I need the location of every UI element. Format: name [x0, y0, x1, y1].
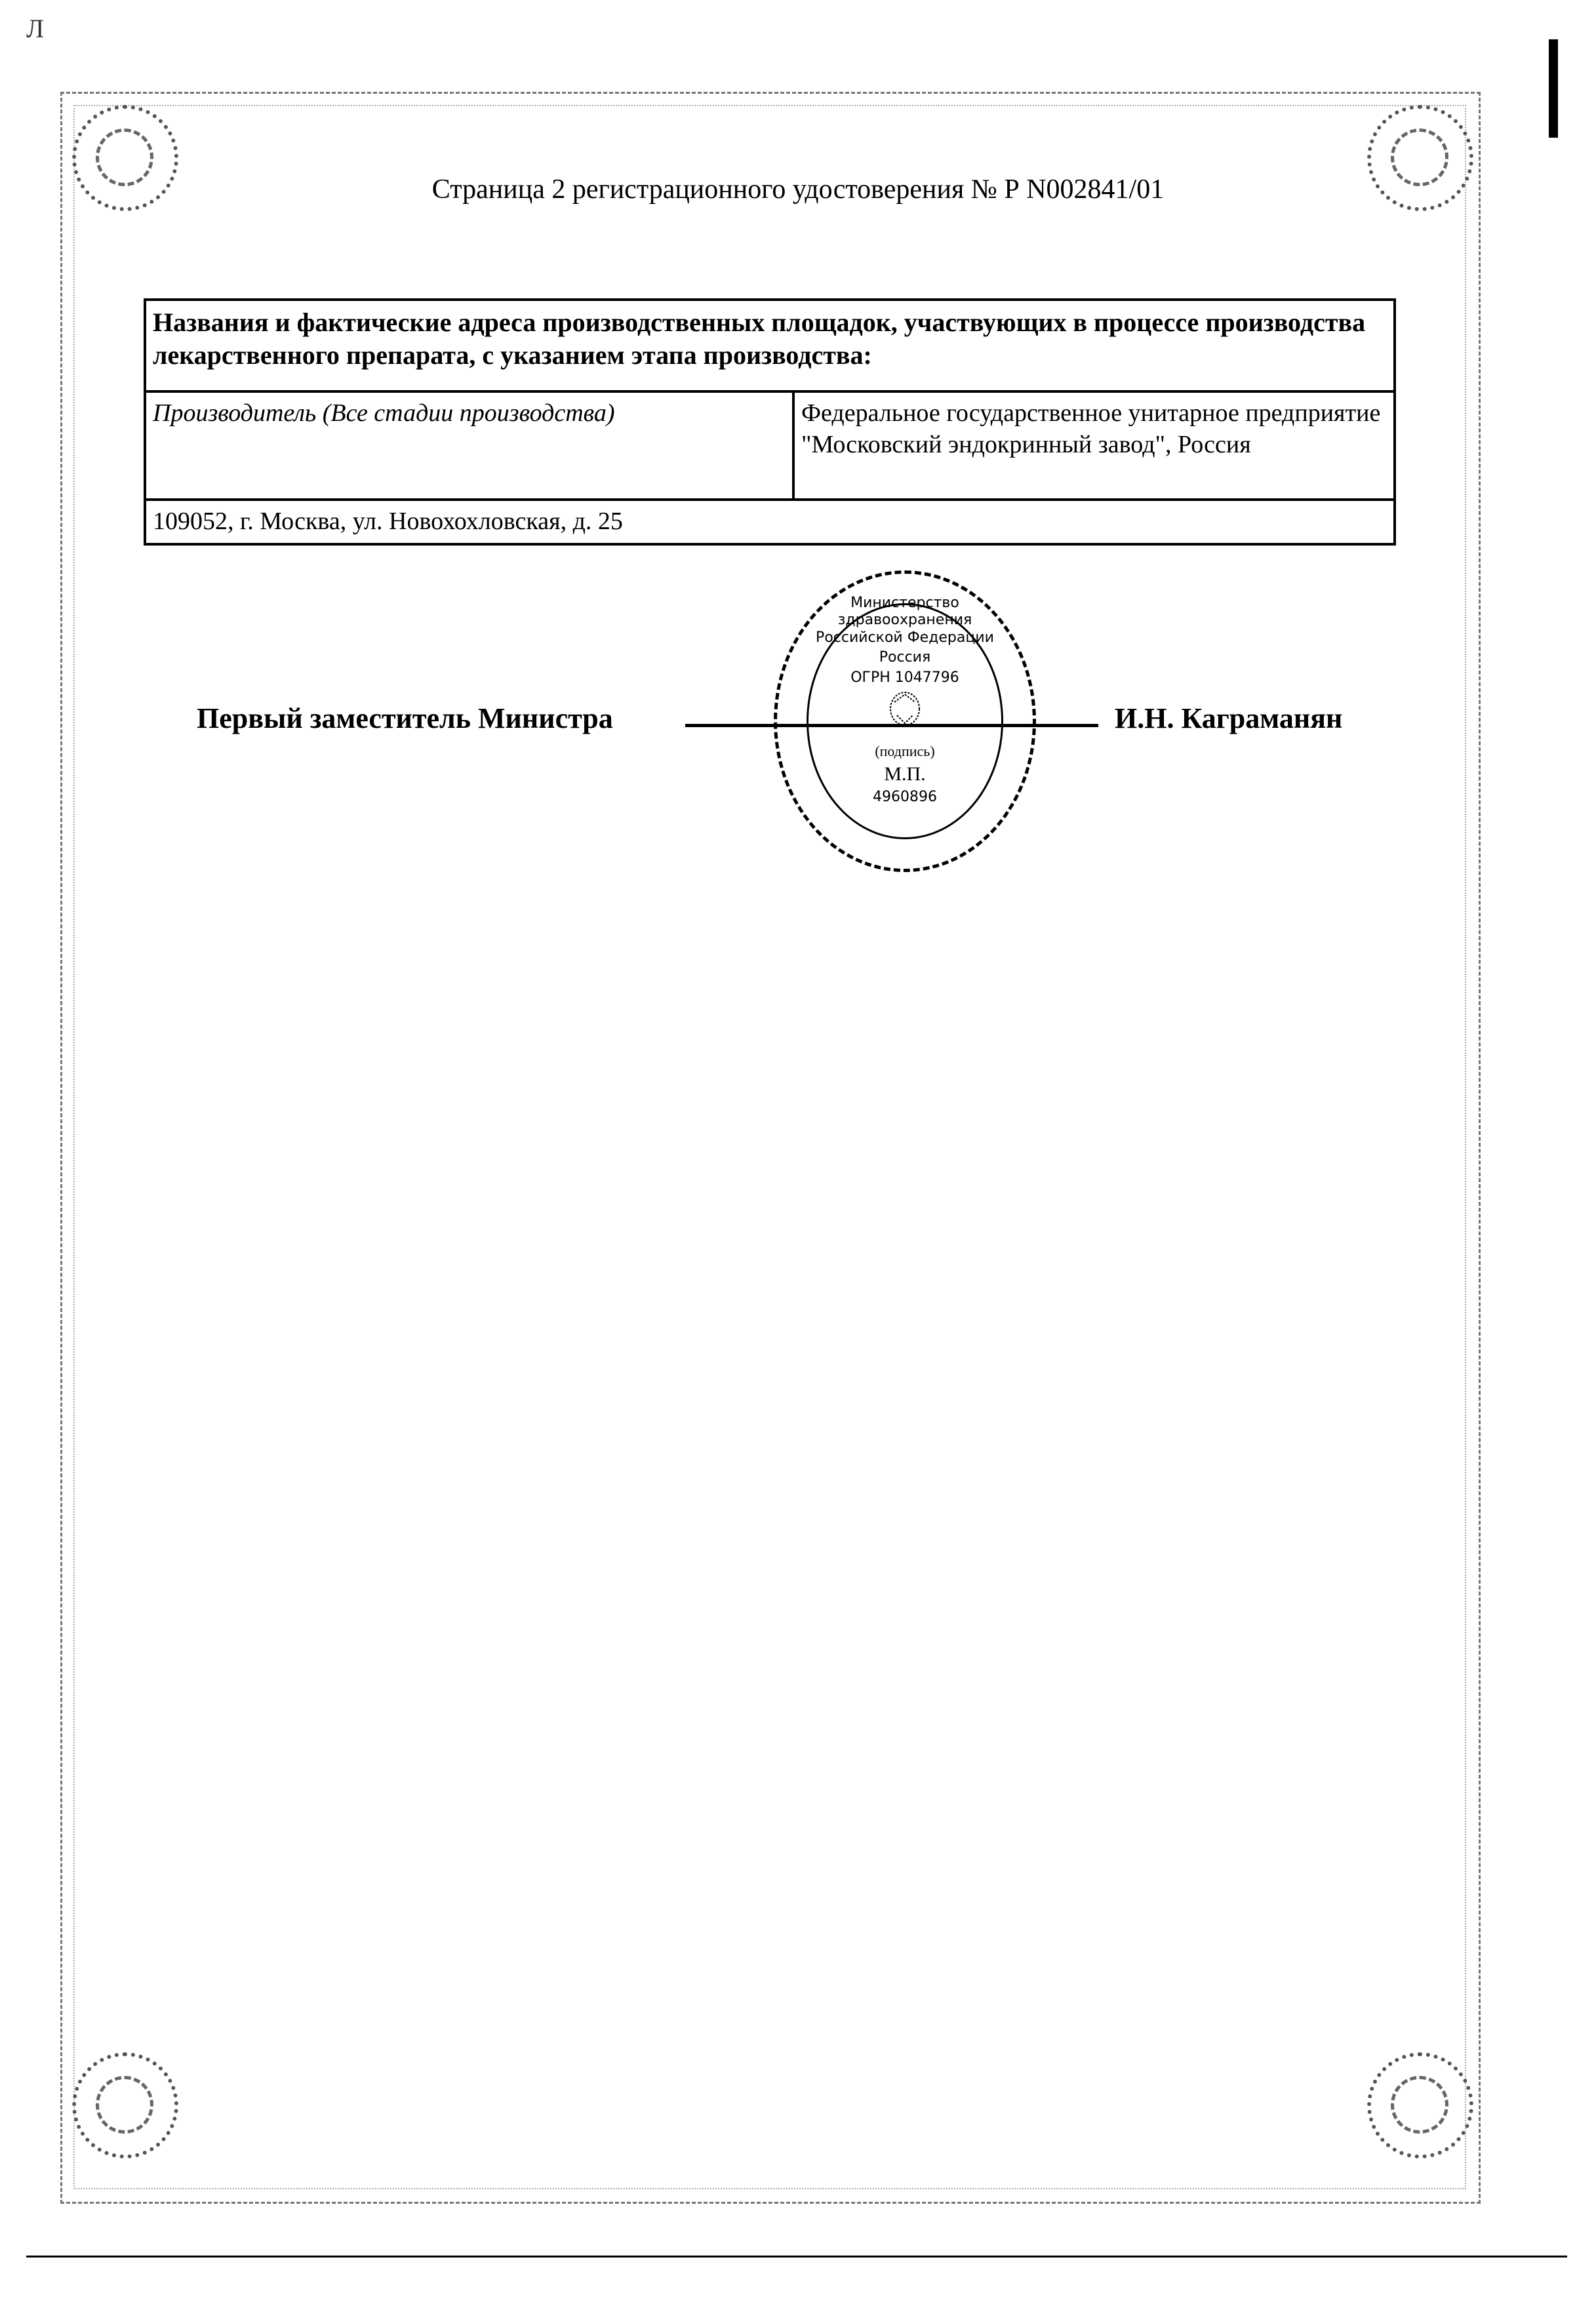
scan-edge-mark [1549, 39, 1558, 138]
corner-rosette-icon [1367, 2052, 1473, 2159]
official-seal [774, 570, 1036, 872]
seal-id-text: 4960896 [873, 789, 937, 806]
table-row [145, 391, 1395, 500]
page-bottom-rule [26, 2256, 1567, 2258]
corner-rosette-icon [72, 2052, 178, 2159]
signatory-name: И.Н. Каграманян [1115, 702, 1343, 734]
coat-of-arms-icon [885, 690, 925, 727]
manufacturer-name: Федеральное государственное унитарное предприятие "Московский эндокринный завод", Россия [793, 391, 1395, 500]
table-heading: Названия и фактические адреса производственных площадок, участвующих в процессе производства лекарственного препарата, с указанием этапа производства: [145, 300, 1395, 391]
seal-inner-text: Россия [879, 649, 931, 666]
seal-outer-text: Министерство здравоохранения Российской Федерации [816, 595, 994, 646]
signature-caption: (подпись) [875, 742, 935, 759]
margin-mark: Л [26, 14, 45, 43]
page-title: Страница 2 регистрационного удостоверения № Р N002841/01 [431, 174, 1165, 205]
signatory-position: Первый заместитель Министра [197, 702, 613, 734]
seal-code-text: ОГРН 1047796 [850, 669, 959, 686]
production-sites-table [144, 298, 1396, 546]
seal-caption: М.П. [884, 763, 926, 786]
manufacturer-address: 109052, г. Москва, ул. Новохохловская, д. 25 [145, 500, 1395, 544]
production-stage: Производитель (Все стадии производства) [145, 391, 793, 500]
